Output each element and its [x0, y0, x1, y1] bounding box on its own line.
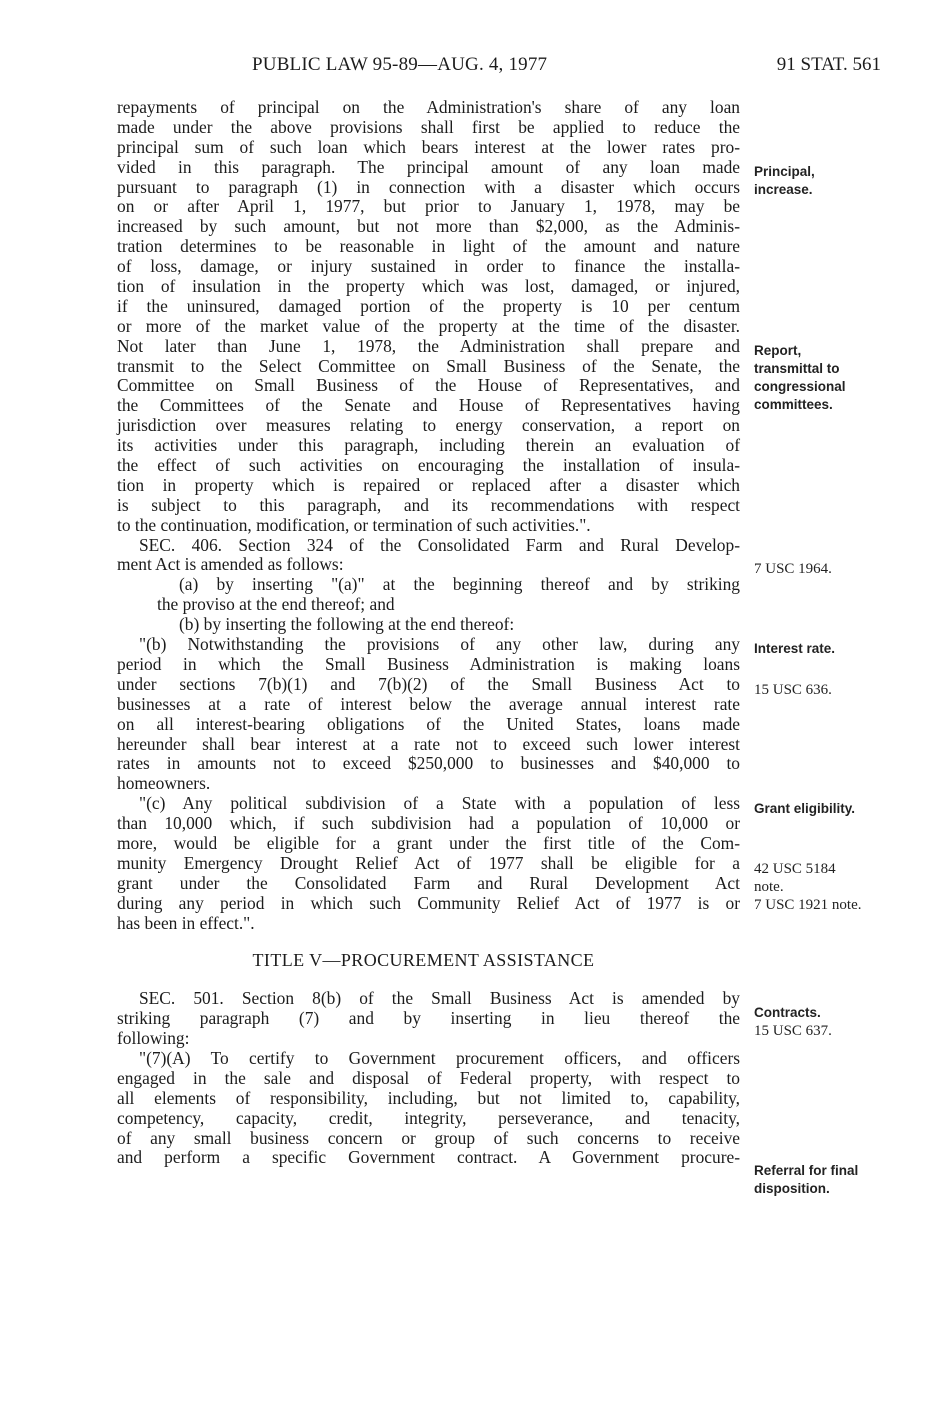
margin-note-42-usc-5184 — [754, 860, 862, 914]
text-line: on or after April 1, 1977, but prior to January 1, 1978, may be — [117, 196, 740, 217]
text-line: vided in this paragraph. The principal amount of any loan made — [117, 156, 740, 177]
text-line: munity Emergency Drought Relief Act of 1977 shall be eligible for a — [117, 852, 740, 873]
margin-note-line: increase. — [754, 182, 813, 197]
text-line: grant under the Consolidated Farm and Rural Development Act — [117, 872, 740, 893]
text-line: "(c) Any political subdivision of a State with a population of less — [139, 793, 740, 814]
text-line: principal sum of such loan which bears interest at the lower rates pro- — [117, 136, 740, 157]
text-line: all elements of responsibility, including, but not limited to, capability, — [117, 1087, 740, 1108]
text-line: the Committees of the Senate and House of Representatives having — [117, 395, 740, 416]
margin-note-line: 7 USC 1921 note. — [754, 897, 862, 913]
text-line: tion in property which is repaired or replaced after a disaster which — [117, 474, 740, 495]
text-line: and perform a specific Government contract. A Government procure- — [117, 1147, 740, 1168]
text-line: jurisdiction over measures relating to energy conservation, a report on — [117, 415, 740, 436]
text-line: "(7)(A) To certify to Government procurement officers, and officers — [139, 1047, 740, 1068]
margin-note-line: 7 USC 1964. — [754, 561, 832, 577]
running-head: PUBLIC LAW 95-89—AUG. 4, 1977 — [252, 54, 548, 75]
title-heading: TITLE V—PROCUREMENT ASSISTANCE — [252, 950, 595, 971]
text-line: has been in effect.". — [117, 912, 255, 933]
text-line: SEC. 406. Section 324 of the Consolidated Farm and Rural Develop- — [139, 534, 740, 555]
text-line: Not later than June 1, 1978, the Administration shall prepare and — [117, 335, 740, 356]
margin-note-contracts — [754, 1004, 832, 1040]
text-line: under sections 7(b)(1) and 7(b)(2) of the Small Business Act to — [117, 673, 740, 694]
margin-note-line: note. — [754, 879, 784, 895]
text-line: repayments of principal on the Administration's share of any loan — [117, 97, 740, 117]
text-line: the effect of such activities on encouraging the installation of insula- — [117, 455, 740, 476]
text-line: homeowners. — [117, 773, 211, 794]
text-line: Committee on Small Business of the House of Representatives, and — [117, 375, 740, 396]
text-line: or more of the market value of the property at the time of the disaster. — [117, 315, 740, 336]
margin-note-grant-eligibility — [754, 800, 855, 818]
text-line: businesses at a rate of interest below the average annual interest rate — [117, 693, 740, 714]
margin-note-line: Interest rate. — [754, 641, 836, 656]
text-line: ment Act is amended as follows: — [117, 554, 344, 575]
text-line: period in which the Small Business Administration is making loans — [117, 653, 740, 674]
text-line: of any small business concern or group of such concerns to receive — [117, 1127, 740, 1148]
text-line: "(b) Notwithstanding the provisions of any other law, during any — [139, 634, 740, 655]
text-line: hereunder shall bear interest at a rate not to exceed such lower interest — [117, 733, 740, 754]
text-line: tion of insulation in the property which was lost, damaged, or injured, — [117, 276, 740, 297]
page-citation: 91 STAT. 561 — [776, 54, 881, 75]
text-line: increased by such amount, but not more than $2,000, as the Adminis- — [117, 216, 740, 237]
text-line: the proviso at the end thereof; and — [157, 594, 395, 615]
margin-note-line: Contracts. — [754, 1005, 821, 1020]
margin-note-15-usc-636 — [754, 681, 832, 699]
text-line: if the uninsured, damaged portion of the property is 10 per centum — [117, 295, 740, 316]
text-line: SEC. 501. Section 8(b) of the Small Business Act is amended by — [139, 988, 740, 1009]
margin-note-line: 15 USC 636. — [754, 682, 832, 698]
margin-note-line: Principal, — [754, 164, 815, 179]
margin-note-referral — [754, 1162, 858, 1198]
margin-note-line: Referral for final — [754, 1163, 859, 1178]
margin-note-line: 42 USC 5184 — [754, 861, 836, 877]
margin-note-line: transmittal to — [754, 361, 840, 376]
text-line: its activities under this paragraph, including therein an evaluation of — [117, 435, 740, 456]
margin-note-line: committees. — [754, 397, 833, 412]
text-line: (a) by inserting "(a)" at the beginning thereof and by striking — [179, 574, 740, 595]
text-line: tration determines to be reasonable in light of the amount and nature — [117, 236, 740, 257]
text-line: of loss, damage, or injury sustained in order to finance the installa- — [117, 256, 740, 277]
text-line: more, would be eligible for a grant under the first title of the Com- — [117, 832, 740, 853]
statute-text — [117, 98, 740, 1168]
text-line: (b) by inserting the following at the end thereof: — [179, 614, 515, 635]
text-line: to the continuation, modification, or termination of such activities.". — [117, 514, 591, 535]
margin-note-principal-increase — [754, 163, 815, 199]
text-line: than 10,000 which, if such subdivision had a population of 10,000 or — [117, 813, 740, 834]
text-line: transmit to the Select Committee on Small Business of the Senate, the — [117, 355, 740, 376]
text-line: is subject to this paragraph, and its recommendations with respect — [117, 494, 740, 515]
text-line: competency, capacity, credit, integrity, perseverance, and tenacity, — [117, 1107, 740, 1128]
text-line: engaged in the sale and disposal of Federal property, with respect to — [117, 1067, 740, 1088]
text-line: striking paragraph (7) and by inserting in lieu thereof the — [117, 1008, 740, 1029]
text-line: during any period in which such Community Relief Act of 1977 is or — [117, 892, 740, 913]
margin-note-line: Grant eligibility. — [754, 801, 856, 816]
margin-note-line: Report, — [754, 343, 802, 358]
margin-note-line: disposition. — [754, 1181, 830, 1196]
text-line: pursuant to paragraph (1) in connection with a disaster which occurs — [117, 176, 740, 197]
margin-note-interest-rate — [754, 640, 835, 658]
text-line: on all interest-bearing obligations of the United States, loans made — [117, 713, 740, 734]
margin-note-report — [754, 342, 846, 414]
text-line: made under the above provisions shall first be applied to reduce the — [117, 116, 740, 137]
text-line: following: — [117, 1028, 190, 1049]
margin-note-line: 15 USC 637. — [754, 1023, 832, 1039]
margin-note-7-usc-1964 — [754, 560, 832, 578]
text-line: rates in amounts not to exceed $250,000 to businesses and $40,000 to — [117, 753, 740, 774]
margin-note-line: congressional — [754, 379, 846, 394]
